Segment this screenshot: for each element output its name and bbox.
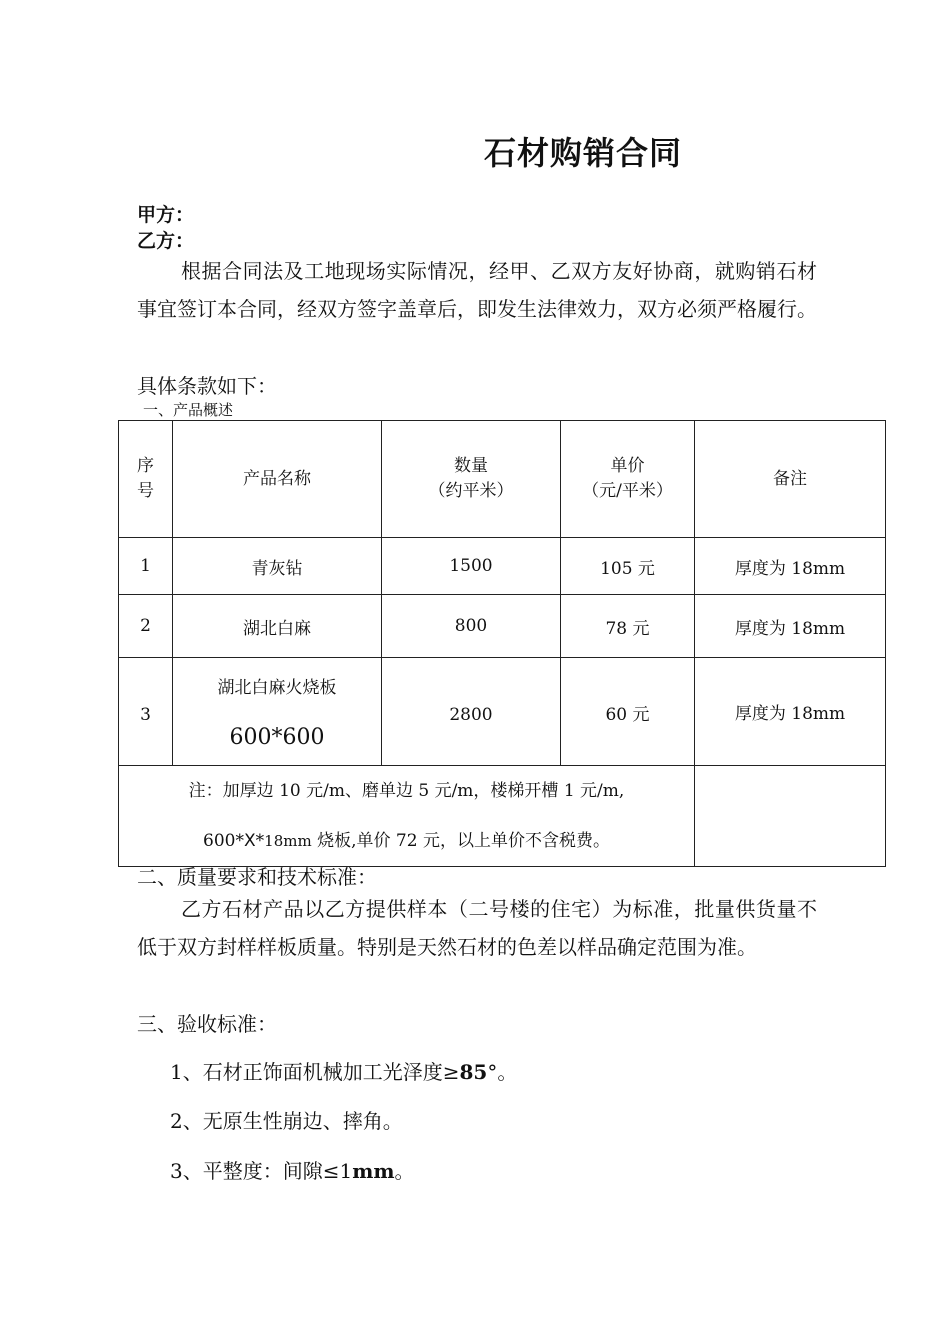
table-row xyxy=(119,538,886,595)
row-price: 105 元 xyxy=(561,538,695,595)
acceptance-item-3: 3、平整度：间隙≤1mm。 xyxy=(170,1159,415,1183)
section-2-paragraph: 乙方石材产品以乙方提供样本（二号楼的住宅）为标准，批量供货量不低于双方封样样板质量。特别是天然石材的色差以样品确定范围为准。 xyxy=(137,897,817,959)
row-no: 2 xyxy=(119,595,173,658)
party-a-label: 甲方： xyxy=(137,204,195,226)
section-2-heading: 二、质量要求和技术标准： xyxy=(137,865,377,889)
row-price: 78 元 xyxy=(561,595,695,658)
terms-intro: 具体条款如下： xyxy=(137,374,277,398)
row-note: 厚度为 18mm xyxy=(695,595,886,658)
row-name xyxy=(173,658,382,766)
row-name: 湖北白麻 xyxy=(173,595,382,658)
table-header-row xyxy=(119,421,886,538)
row-no: 1 xyxy=(119,538,173,595)
acceptance-item-1: 1、石材正饰面机械加工光泽度≥85°。 xyxy=(170,1060,518,1084)
party-b-label: 乙方： xyxy=(137,230,195,252)
row-qty: 1500 xyxy=(382,538,561,595)
row-no: 3 xyxy=(119,658,173,766)
row-note: 厚度为 18mm xyxy=(695,538,886,595)
table-footnote-row xyxy=(119,766,886,867)
header-note: 备注 xyxy=(695,421,886,538)
row-price: 60 元 xyxy=(561,658,695,766)
header-price: 单价 （元/平米） xyxy=(561,421,695,538)
intro-paragraph: 根据合同法及工地现场实际情况，经甲、乙双方友好协商，就购销石材事宜签订本合同，经双方签字盖章后，即发生法律效力，双方必须严格履行。 xyxy=(137,259,817,321)
row-qty: 800 xyxy=(382,595,561,658)
row-qty: 2800 xyxy=(382,658,561,766)
footnote-line-1: 注：加厚边 10 元/m、磨单边 5 元/m，楼梯开槽 1 元/m, xyxy=(188,781,625,801)
row-note: 厚度为 18mm xyxy=(695,658,886,766)
row-name-line2: 600*600 xyxy=(229,724,325,750)
header-name: 产品名称 xyxy=(173,421,382,538)
acceptance-item-2: 2、无原生性崩边、摔角。 xyxy=(170,1109,403,1133)
row-name-line1: 湖北白麻火烧板 xyxy=(217,677,337,698)
product-table xyxy=(118,420,886,867)
header-no: 序 号 xyxy=(119,421,173,538)
table-row xyxy=(119,595,886,658)
footnote-line-2: 600*X*18mm 烧板,单价 72 元，以上单价不含税费。 xyxy=(203,831,610,851)
header-qty: 数量 （约平米） xyxy=(382,421,561,538)
table-row xyxy=(119,658,886,766)
document-title: 石材购销合同 xyxy=(484,134,683,172)
row-name: 青灰钻 xyxy=(173,538,382,595)
table-footnote xyxy=(119,766,695,867)
section-3-heading: 三、验收标准： xyxy=(137,1012,277,1036)
footnote-blank-cell xyxy=(695,766,886,867)
section-1-heading: 一、产品概述 xyxy=(143,401,234,419)
